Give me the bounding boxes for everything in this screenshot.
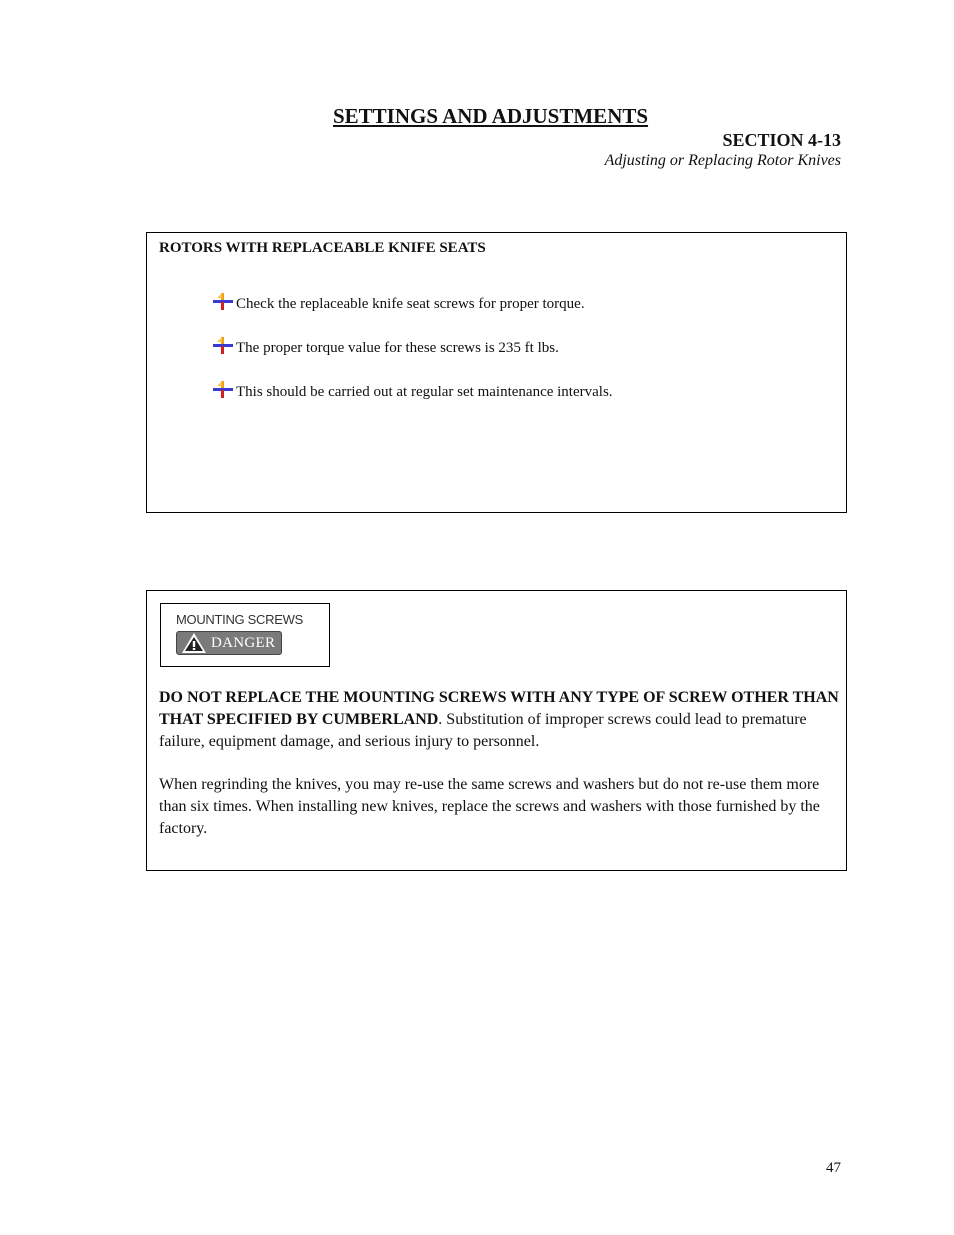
regrinding-paragraph: When regrinding the knives, you may re-use the same screws and washers but do not re-use them more than six times. When installing new knives, replace the screws and washers with those furnished by the factory. <box>159 776 820 837</box>
bullet-item <box>213 383 613 401</box>
arrow-cross-bullet-icon <box>213 337 233 355</box>
danger-badge-text: DANGER <box>211 634 276 651</box>
arrow-cross-bullet-icon <box>213 381 233 399</box>
bullet-text: This should be carried out at regular set maintenance intervals. <box>236 383 613 400</box>
bullet-item <box>213 295 585 313</box>
bullet-text: The proper torque value for these screws is 235 ft lbs. <box>236 339 559 356</box>
box-heading: ROTORS WITH REPLACEABLE KNIFE SEATS <box>159 240 486 256</box>
danger-badge <box>176 631 282 655</box>
knife-seats-box <box>146 232 847 513</box>
bullet-item <box>213 339 559 357</box>
bullet-text: Check the replaceable knife seat screws for proper torque. <box>236 295 585 312</box>
warning-triangle-icon <box>181 632 207 654</box>
section-number: SECTION 4-13 <box>722 130 841 150</box>
page-title: SETTINGS AND ADJUSTMENTS <box>332 104 649 128</box>
arrow-cross-bullet-icon <box>213 293 233 311</box>
danger-label-title: MOUNTING SCREWS <box>176 612 303 627</box>
warning-bold-text: DO NOT REPLACE THE MOUNTING SCREWS WITH ANY TYPE OF SCREW OTHER THAN THAT SPECIFIED BY CUMBERLAND <box>159 689 839 728</box>
mounting-screws-box <box>146 590 847 871</box>
section-subtitle: Adjusting or Replacing Rotor Knives <box>604 152 841 169</box>
danger-label <box>160 603 330 667</box>
page-number: 47 <box>826 1160 841 1176</box>
warning-rest-text: . Substitution of improper screws could lead to premature failure, equipment damage, and serious injury to personnel. <box>159 711 807 750</box>
warning-paragraph <box>159 687 839 753</box>
